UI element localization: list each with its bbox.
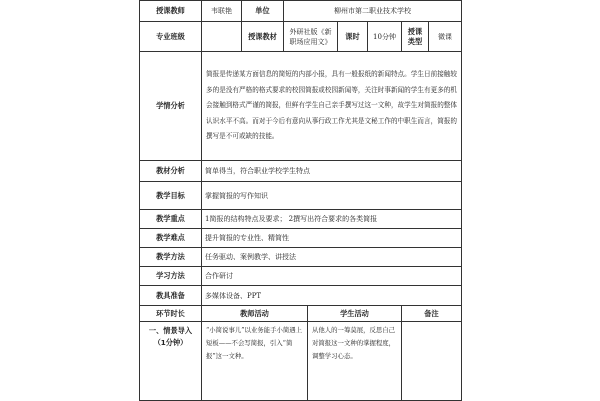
teacher-activity-header: 教师活动 <box>202 306 308 322</box>
class-label: 专业班级 <box>140 22 202 52</box>
teacher-name: 韦联艳 <box>202 1 242 22</box>
material-label: 授课教材 <box>242 22 284 52</box>
unit-label: 单位 <box>242 1 284 22</box>
type-label: 授课类型 <box>402 22 429 52</box>
class-value <box>202 22 242 52</box>
teaching-method-value: 任务驱动、案例教学、讲授法 <box>202 248 462 267</box>
row-teacher <box>140 1 462 22</box>
teacher-label: 授课教师 <box>140 1 202 22</box>
row-teaching-aids <box>140 286 462 306</box>
stage-1-teacher: “小简说事儿”以业务能手小简遇上短板——不会写简报，引入“简报”这一文种。 <box>202 322 308 401</box>
difficulties-label: 教学难点 <box>140 229 202 248</box>
stage-1-student: 从他人的一筹莫展，反思自己对简报这一文种的掌握程度，调整学习心态。 <box>308 322 402 401</box>
hours-value: 10分钟 <box>368 22 402 52</box>
key-points-label: 教学重点 <box>140 210 202 229</box>
type-value: 微课 <box>429 22 462 52</box>
stage-1-notes <box>402 322 462 401</box>
unit-name: 柳州市第二职业技术学校 <box>284 1 462 22</box>
material-analysis-label: 教材分析 <box>140 161 202 182</box>
difficulties-value: 提升简报的专业性、精简性 <box>202 229 462 248</box>
teaching-goal-value: 掌握简报的写作知识 <box>202 182 462 210</box>
teaching-aids-label: 教具准备 <box>140 286 202 306</box>
stage-1-label: 一、情景导入（1分钟） <box>140 322 202 401</box>
row-class <box>140 22 462 52</box>
learning-method-value: 合作研讨 <box>202 267 462 286</box>
row-stage-1 <box>140 322 462 401</box>
material-analysis-value: 简单得当，符合职业学校学生特点 <box>202 161 462 182</box>
student-activity-header: 学生活动 <box>308 306 402 322</box>
learning-method-label: 学习方法 <box>140 267 202 286</box>
row-material-analysis <box>140 161 462 182</box>
row-process-header <box>140 306 462 322</box>
analysis-text: 简报是传递某方面信息的简短的内部小报，具有一般报纸的新闻特点。学生日前接触较多的是没有严格的格式要求的校园简报或校园新闻等，关注时事新闻的学生有更多的机会接触到格式严谨的简报，但鲜有学生自己亲手撰写过这一文种，故学生对简报的整体认识水平不高。而对于今后有意向从事行政工作尤其是文秘工作的中职生而言，简报的撰写是不可或缺的技能。 <box>202 52 462 161</box>
row-learning-method <box>140 267 462 286</box>
key-points-value: 1简报的结构特点及要求； 2撰写出符合要求的各类简报 <box>202 210 462 229</box>
stage-header: 环节时长 <box>140 306 202 322</box>
row-difficulties <box>140 229 462 248</box>
material-value: 外研社版《新职场应用文》 <box>284 22 338 52</box>
lesson-plan-table <box>139 0 462 401</box>
teaching-method-label: 教学方法 <box>140 248 202 267</box>
row-key-points <box>140 210 462 229</box>
analysis-label: 学情分析 <box>140 52 202 161</box>
row-teaching-goal <box>140 182 462 210</box>
row-analysis <box>140 52 462 161</box>
teaching-aids-value: 多媒体设备、PPT <box>202 286 462 306</box>
hours-label: 课时 <box>338 22 368 52</box>
notes-header: 备注 <box>402 306 462 322</box>
teaching-goal-label: 教学目标 <box>140 182 202 210</box>
row-teaching-method <box>140 248 462 267</box>
